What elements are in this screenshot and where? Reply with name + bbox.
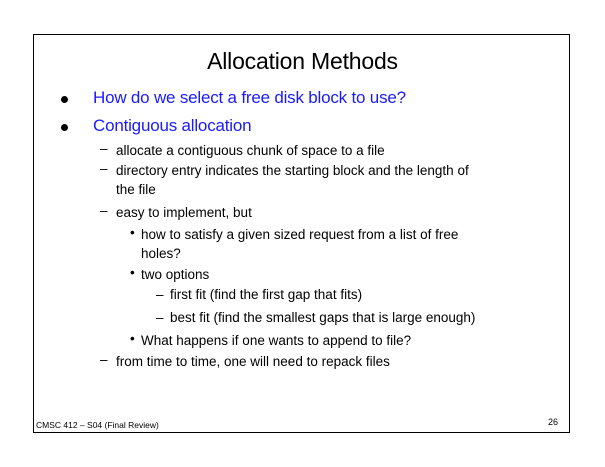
slide-title: Allocation Methods	[207, 48, 398, 74]
sub-how-to-satisfy-line1: how to satisfy a given sized request from a list of free	[141, 227, 459, 242]
sub-directory-entry-line2: the file	[116, 182, 156, 197]
sub-append-question: What happens if one wants to append to file?	[141, 333, 412, 348]
sub-easy-to-implement: easy to implement, but	[116, 205, 252, 220]
footer-course: CMSC 412 – S04 (Final Review)	[36, 420, 159, 430]
dash-marker: –	[100, 203, 108, 218]
sub-directory-entry-line1: directory entry indicates the starting block and the length of	[116, 163, 469, 178]
bullet-select-free-block: How do we select a free disk block to use?	[93, 88, 406, 107]
dot-marker: •	[130, 331, 135, 346]
dot-marker: •	[130, 225, 135, 240]
sub-repack-files: from time to time, one will need to repack files	[116, 354, 390, 369]
dash-marker: –	[156, 287, 164, 302]
sub-how-to-satisfy-line2: holes?	[141, 246, 181, 261]
sub-two-options: two options	[141, 267, 210, 282]
dot-marker: •	[130, 265, 135, 280]
footer-page-number: 26	[548, 417, 559, 427]
bullet-dot	[61, 124, 68, 131]
option-best-fit: best fit (find the smallest gaps that is large enough)	[170, 310, 476, 325]
dash-marker: –	[100, 141, 108, 156]
dash-marker: –	[100, 161, 108, 176]
sub-allocate: allocate a contiguous chunk of space to a file	[116, 143, 385, 158]
dash-marker: –	[100, 352, 108, 367]
bullet-contiguous-allocation: Contiguous allocation	[93, 116, 252, 135]
bullet-dot	[61, 96, 68, 103]
option-first-fit: first fit (find the first gap that fits)	[170, 287, 363, 302]
dash-marker: –	[156, 310, 164, 325]
